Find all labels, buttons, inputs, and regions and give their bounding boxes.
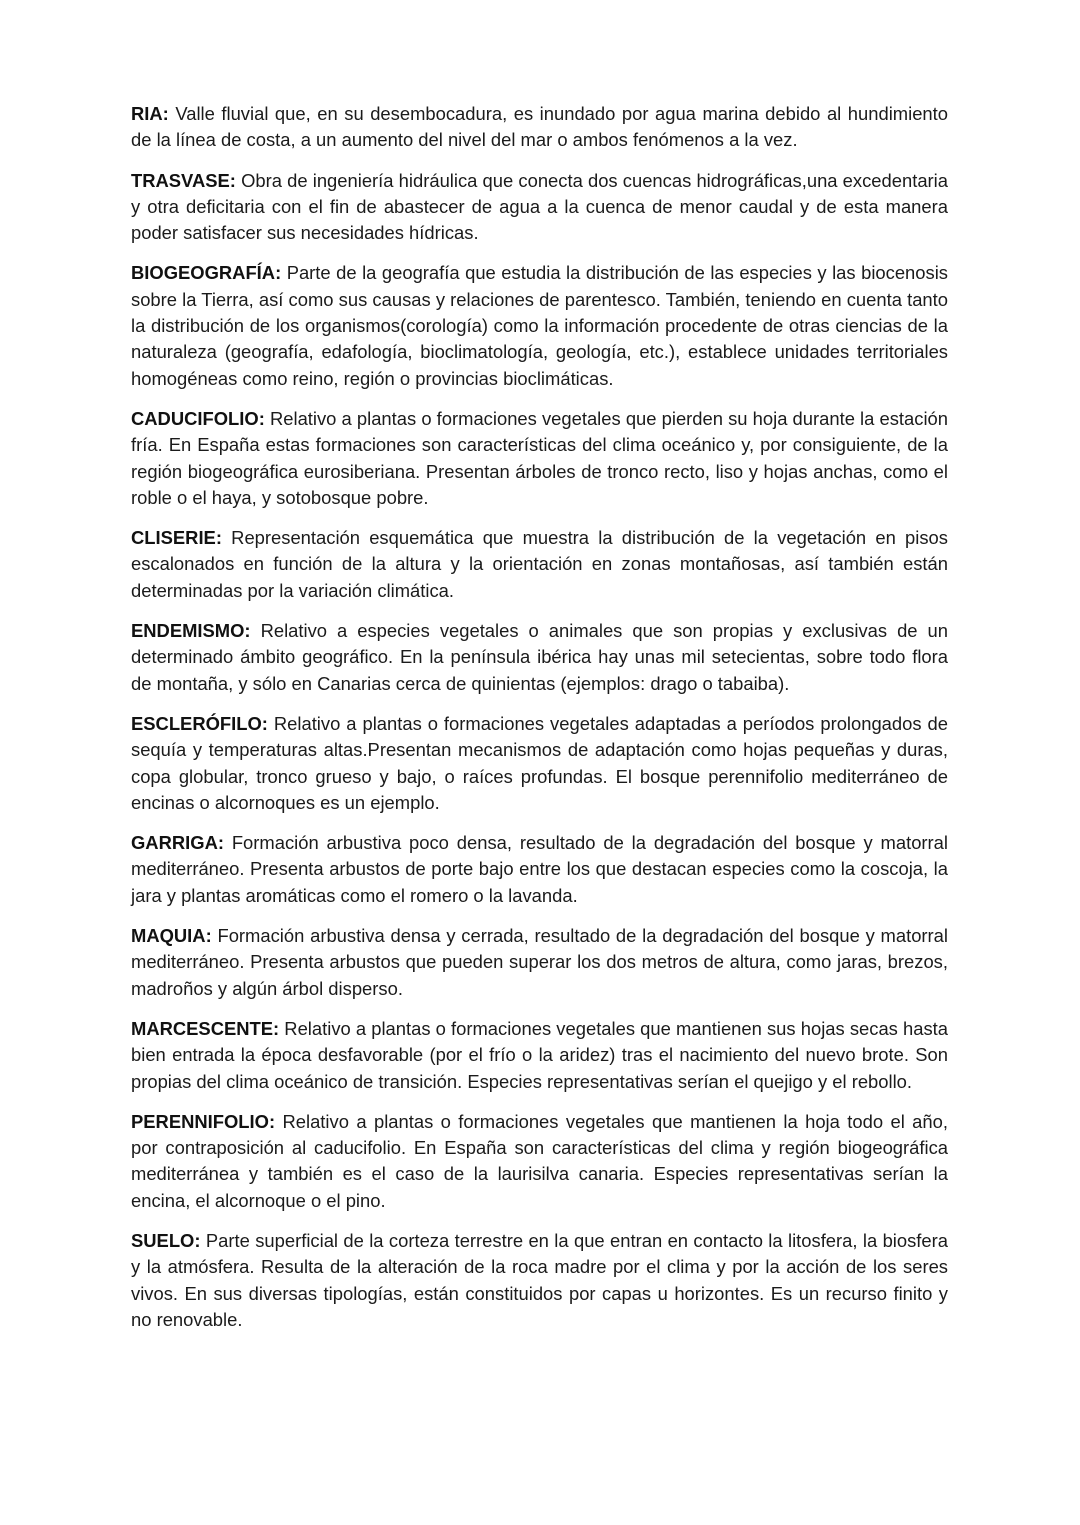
glossary-entry-suelo <box>131 1228 948 1333</box>
term-label: BIOGEOGRAFÍA: <box>131 262 282 284</box>
glossary-page <box>131 101 948 1347</box>
glossary-entry-trasvase <box>131 168 948 247</box>
term-label: ENDEMISMO: <box>131 620 251 642</box>
term-definition: Valle fluvial que, en su desembocadura, es inundado por agua marina debido al hundimiento de la línea de costa, a un aumento del nivel del mar o ambos fenómenos a la vez. <box>131 103 948 151</box>
term-definition: Parte superficial de la corteza terrestre en la que entran en contacto la litosfera, la biosfera y la atmósfera. Resulta de la alteración de la roca madre por el clima y por la acción de los seres vivos. En sus diversas tipologías, están constituidos por capas u horizontes. Es un recurso finito y no renovable. <box>131 1229 948 1330</box>
glossary-entry-garriga <box>131 830 948 909</box>
term-label: PERENNIFOLIO: <box>131 1110 276 1132</box>
glossary-entry-biogeografia <box>131 260 948 391</box>
term-definition: Relativo a plantas o formaciones vegetales adaptadas a períodos prolongados de sequía y temperaturas altas.Presentan mecanismos de adaptación como hojas pequeñas y duras, copa globular, tronco grueso y bajo, o raíces profundas. El bosque perennifolio mediterráneo de encinas o alcornoques es un ejemplo. <box>131 712 948 813</box>
term-label: ESCLERÓFILO: <box>131 712 268 734</box>
term-label: GARRIGA: <box>131 832 224 854</box>
glossary-entry-maquia <box>131 923 948 1002</box>
glossary-entry-perennifolio <box>131 1109 948 1214</box>
glossary-entry-cliserie <box>131 525 948 604</box>
glossary-entry-endemismo <box>131 618 948 697</box>
term-definition: Relativo a plantas o formaciones vegetales que mantienen sus hojas secas hasta bien entrada la época desfavorable (por el frío o la aridez) tras el nacimiento del nuevo brote. Son propias del clima oceánico de transición. Especies representativas serían el quejigo y el rebollo. <box>131 1017 948 1092</box>
term-label: MAQUIA: <box>131 925 212 947</box>
term-definition: Representación esquemática que muestra la distribución de la vegetación en pisos escalonados en función de la altura y la orientación en zonas montañosas, así también están determinadas por la variación climática. <box>131 527 948 601</box>
term-definition: Relativo a plantas o formaciones vegetales que mantienen la hoja todo el año, por contraposición al caducifolio. En España son características del clima y región biogeográfica mediterránea y también es el caso de la laurisilva canaria. Especies representativas serían la encina, el alcornoque o el pino. <box>131 1110 948 1211</box>
glossary-entry-marcescente <box>131 1016 948 1095</box>
term-definition: Relativo a plantas o formaciones vegetales que pierden su hoja durante la estación fría. En España estas formaciones son características del clima oceánico y, por consiguiente, de la región biogeográfica eurosiberiana. Presentan árboles de tronco recto, liso y hojas anchas, como el roble o el haya, y sotobosque pobre. <box>131 407 948 508</box>
term-definition: Relativo a especies vegetales o animales que son propias y exclusivas de un determinado ámbito geográfico. En la península ibérica hay unas mil setecientas, sobre todo flora de montaña, y sólo en Canarias cerca de quinientas (ejemplos: drago o tabaiba). <box>131 620 948 694</box>
glossary-entry-esclerofilo <box>131 711 948 816</box>
term-definition: Formación arbustiva poco densa, resultado de la degradación del bosque y matorral mediterráneo. Presenta arbustos de porte bajo entre los que destacan especies como la coscoja, la jara y plantas aromáticas como el romero o la lavanda. <box>131 832 948 906</box>
term-label: SUELO: <box>131 1229 201 1251</box>
term-label: TRASVASE: <box>131 169 236 191</box>
glossary-entry-ria <box>131 101 948 154</box>
term-label: CLISERIE: <box>131 527 222 549</box>
term-definition: Formación arbustiva densa y cerrada, resultado de la degradación del bosque y matorral mediterráneo. Presenta arbustos que pueden superar los dos metros de altura, como jaras, brezos, madroños y algún árbol disperso. <box>131 925 948 999</box>
term-definition: Parte de la geografía que estudia la distribución de las especies y las biocenosis sobre la Tierra, así como sus causas y relaciones de parentesco. También, teniendo en cuenta tanto la distribución de los organismos(corología) como la información procedente de otras ciencias de la naturaleza (geografía, edafología, bioclimatología, geología, etc.), establece unidades territoriales homogéneas como reino, región o provincias bioclimáticas. <box>131 262 948 389</box>
term-label: CADUCIFOLIO: <box>131 407 265 429</box>
term-label: RIA: <box>131 103 169 124</box>
term-label: MARCESCENTE: <box>131 1017 280 1039</box>
glossary-entry-caducifolio <box>131 406 948 511</box>
term-definition: Obra de ingeniería hidráulica que conecta dos cuencas hidrográficas,una excedentaria y otra deficitaria con el fin de abastecer de agua a la cuenca de menor caudal y de esta manera poder satisfacer sus necesidades hídricas. <box>131 169 948 244</box>
